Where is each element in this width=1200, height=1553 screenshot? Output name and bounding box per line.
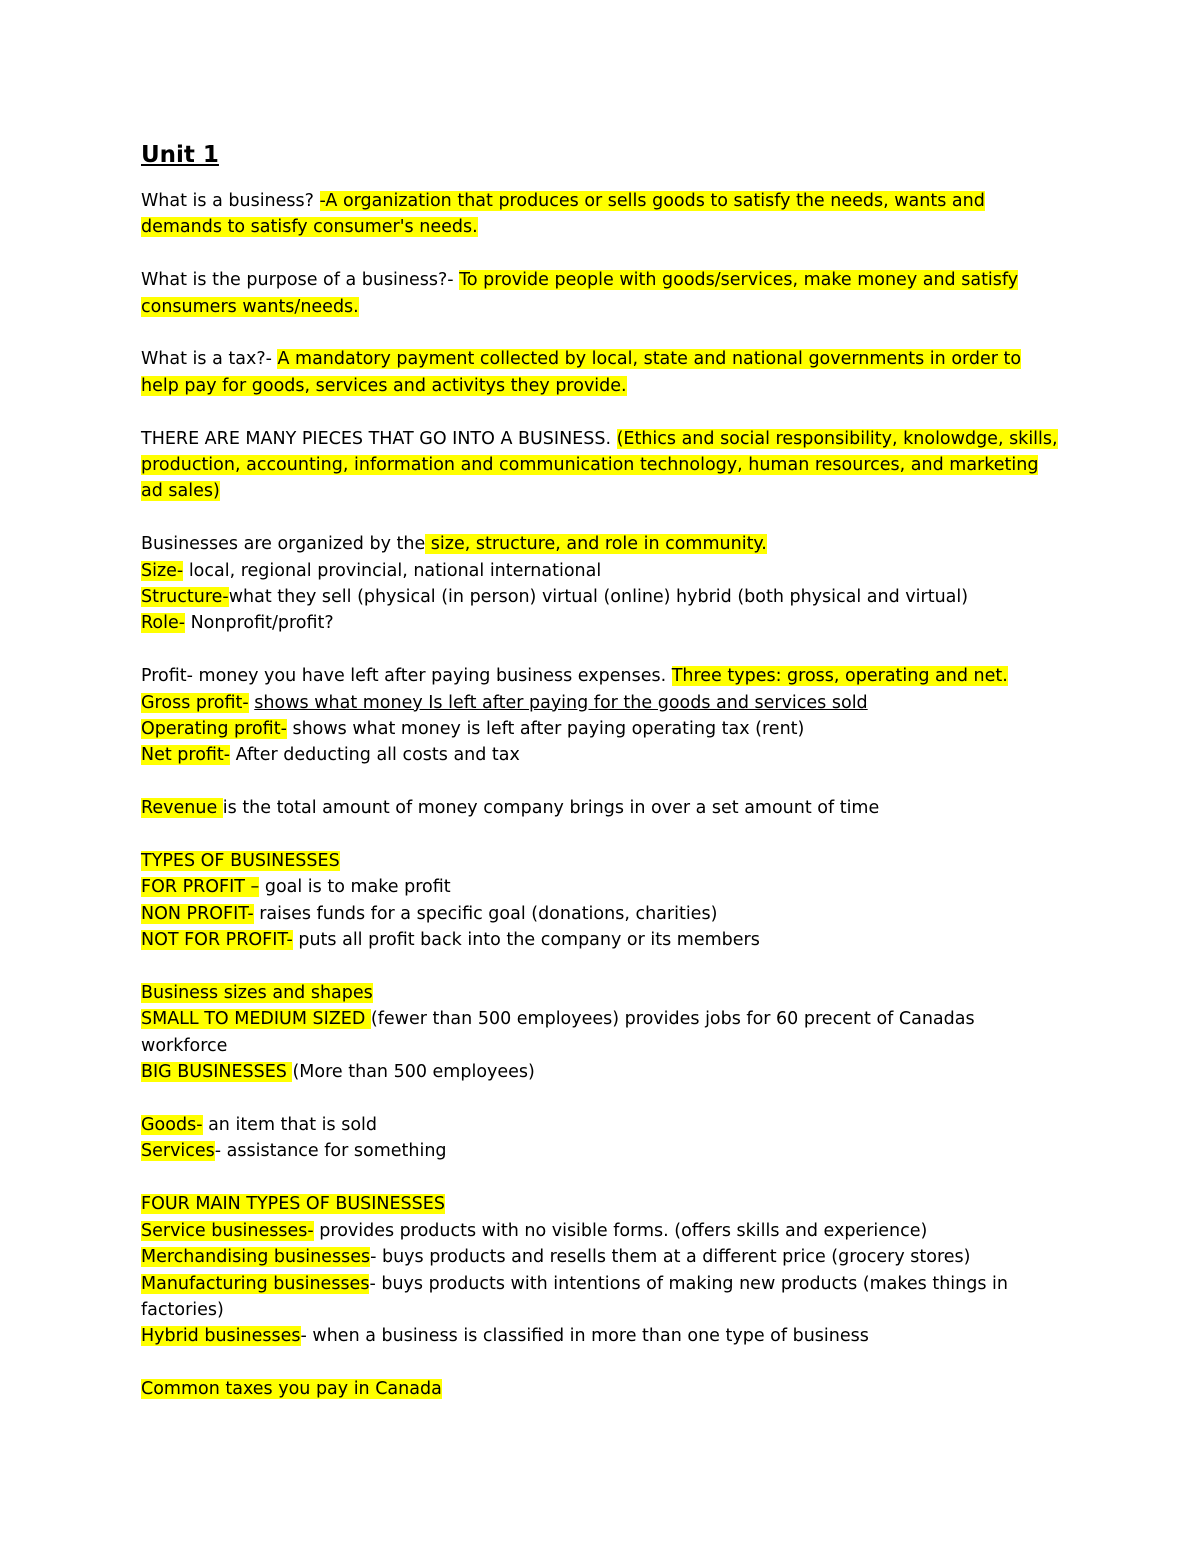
- services-line: [141, 1138, 1061, 1164]
- for-profit-text: goal is to make profit: [259, 877, 451, 898]
- profit-types: Three types: gross, operating and net.: [671, 666, 1008, 687]
- service-business-text: provides products with no visible forms. (offers skills and experience): [313, 1220, 928, 1241]
- hybrid-business-line: [141, 1323, 1061, 1349]
- types-heading-line: [141, 848, 1061, 874]
- answer-tax: A mandatory payment collected by local, state and national governments in order to help pay for goods, services and activitys they provide.: [141, 349, 1022, 396]
- big-business-line: [141, 1059, 1061, 1085]
- pieces-list: (Ethics and social responsibility, knolowdge, skills, production, accounting, information and communication technology, human resources, and marketing ad sales): [141, 428, 1058, 502]
- revenue-line: [141, 795, 1061, 821]
- organization-section: [141, 531, 1061, 637]
- gross-profit-line: [141, 690, 1061, 716]
- four-types-heading: FOUR MAIN TYPES OF BUSINESSES: [141, 1194, 445, 1215]
- services-label: Services: [141, 1141, 215, 1162]
- net-profit-label: Net profit-: [141, 745, 231, 766]
- hybrid-business-text: - when a business is classified in more than one type of business: [300, 1326, 869, 1347]
- gross-profit-label: Gross profit-: [141, 692, 249, 713]
- business-definition: [141, 188, 1061, 241]
- business-pieces: [141, 426, 1061, 505]
- four-types-heading-line: [141, 1191, 1061, 1217]
- question-business: What is a business?: [141, 191, 320, 211]
- role-label: Role-: [141, 613, 186, 634]
- taxes-heading-line: [141, 1376, 1061, 1402]
- manufacturing-business-line: [141, 1271, 1061, 1324]
- structure-label: Structure-: [141, 587, 229, 608]
- page-title: Unit 1: [141, 142, 219, 168]
- goods-services-section: [141, 1112, 1061, 1165]
- organization-intro-text: Businesses are organized by the: [141, 534, 426, 555]
- tax-definition: [141, 346, 1061, 399]
- for-profit-line: [141, 874, 1061, 900]
- revenue-section: [141, 795, 1061, 821]
- services-text: - assistance for something: [214, 1141, 447, 1162]
- revenue-text: is the total amount of money company brings in over a set amount of time: [222, 798, 880, 819]
- taxes-section: [141, 1376, 1061, 1402]
- question-tax: What is a tax?-: [141, 349, 278, 370]
- profit-section: [141, 663, 1061, 769]
- not-for-profit-line: [141, 927, 1061, 953]
- small-business-text: (fewer than 500 employees) provides jobs for 60 precent of Canadas workforce: [141, 1009, 975, 1056]
- role-text: Nonprofit/profit?: [185, 613, 334, 634]
- organization-criteria: size, structure, and role in community.: [425, 534, 767, 555]
- size-text: local, regional provincial, national international: [183, 560, 602, 581]
- types-heading: TYPES OF BUSINESSES: [141, 851, 340, 872]
- merchandising-business-text: - buys products and resells them at a different price (grocery stores): [370, 1247, 971, 1268]
- manufacturing-business-label: Manufacturing businesses: [141, 1273, 370, 1294]
- taxes-heading: Common taxes you pay in Canada: [141, 1379, 442, 1400]
- service-business-line: [141, 1218, 1061, 1244]
- structure-text: what they sell (physical (in person) virtual (online) hybrid (both physical and virtual): [228, 587, 969, 608]
- hybrid-business-label: Hybrid businesses: [141, 1326, 301, 1347]
- operating-profit-label: Operating profit-: [141, 719, 287, 740]
- size-label: Size-: [141, 560, 184, 581]
- pieces-intro: THERE ARE MANY PIECES THAT GO INTO A BUSINESS.: [141, 428, 617, 449]
- small-business-line: [141, 1006, 1061, 1059]
- sizes-heading: Business sizes and shapes: [141, 983, 373, 1004]
- not-for-profit-text: puts all profit back into the company or its members: [292, 930, 760, 951]
- for-profit-label: FOR PROFIT –: [141, 877, 260, 898]
- profit-text: Profit- money you have left after paying business expenses.: [141, 666, 672, 687]
- sizes-heading-line: [141, 980, 1061, 1006]
- profit-line: [141, 663, 1061, 689]
- document-body: [141, 140, 1061, 1429]
- role-line: [141, 610, 1061, 636]
- non-profit-label: NON PROFIT-: [141, 903, 254, 924]
- goods-line: [141, 1112, 1061, 1138]
- manufacturing-business-text: - buys products with intentions of making new products (makes things in factories): [141, 1273, 1009, 1320]
- merchandising-business-line: [141, 1244, 1061, 1270]
- answer-purpose: To provide people with goods/services, make money and satisfy consumers wants/needs.: [141, 270, 1019, 317]
- big-business-text: (More than 500 employees): [292, 1062, 535, 1083]
- business-purpose: [141, 267, 1061, 320]
- non-profit-text: raises funds for a specific goal (donations, charities): [253, 903, 718, 924]
- types-section: [141, 848, 1061, 954]
- net-profit-line: [141, 742, 1061, 768]
- small-business-label: SMALL TO MEDIUM SIZED: [141, 1009, 371, 1030]
- operating-profit-line: [141, 716, 1061, 742]
- net-profit-text: After deducting all costs and tax: [230, 745, 520, 766]
- service-business-label: Service businesses-: [141, 1220, 314, 1241]
- size-line: [141, 558, 1061, 584]
- big-business-label: BIG BUSINESSES: [141, 1062, 293, 1083]
- gross-profit-text: shows what money Is left after paying for the goods and services sold: [254, 692, 868, 713]
- structure-line: [141, 584, 1061, 610]
- merchandising-business-label: Merchandising businesses: [141, 1247, 371, 1268]
- sizes-section: [141, 980, 1061, 1086]
- non-profit-line: [141, 901, 1061, 927]
- not-for-profit-label: NOT FOR PROFIT-: [141, 930, 293, 951]
- answer-business: -A organization that produces or sells goods to satisfy the needs, wants and demands to satisfy consumer's needs.: [141, 191, 985, 238]
- revenue-label: Revenue: [141, 798, 223, 819]
- goods-label: Goods-: [141, 1115, 203, 1136]
- goods-text: an item that is sold: [202, 1115, 377, 1136]
- organization-intro: [141, 531, 1061, 557]
- four-types-section: [141, 1191, 1061, 1349]
- operating-profit-text: shows what money is left after paying operating tax (rent): [286, 719, 805, 740]
- question-purpose: What is the purpose of a business?-: [141, 270, 460, 291]
